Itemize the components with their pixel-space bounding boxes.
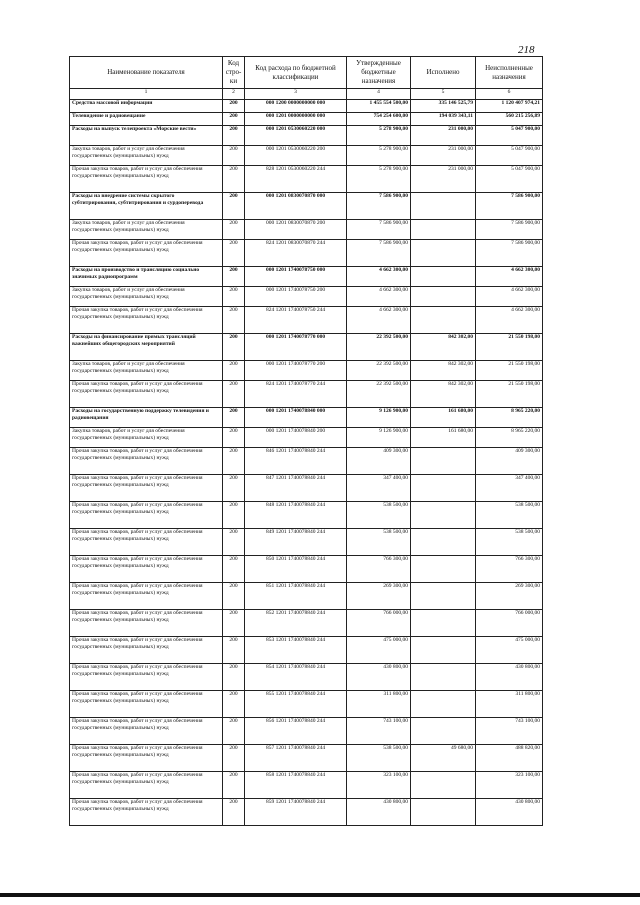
table-row bbox=[70, 502, 543, 529]
row-approved: 9 126 900,00 bbox=[347, 428, 411, 448]
row-name: Прочая закупка товаров, работ и услуг для обеспечения государственных (муниципальных) нужд bbox=[70, 610, 223, 637]
row-executed bbox=[411, 240, 476, 267]
table-row bbox=[70, 100, 543, 113]
row-kbk: 824 1201 0830070870 244 bbox=[245, 240, 347, 267]
column-number: 5 bbox=[411, 89, 476, 100]
row-kbk: 856 1201 1740078840 244 bbox=[245, 718, 347, 745]
table-row bbox=[70, 267, 543, 287]
row-kbk: 852 1201 1740078840 244 bbox=[245, 610, 347, 637]
table-row bbox=[70, 691, 543, 718]
row-unexecuted: 743 100,00 bbox=[476, 718, 543, 745]
table-row bbox=[70, 448, 543, 475]
row-code: 200 bbox=[223, 113, 245, 126]
row-unexecuted: 430 800,00 bbox=[476, 664, 543, 691]
row-approved: 9 126 900,00 bbox=[347, 408, 411, 428]
table-row bbox=[70, 146, 543, 166]
row-code: 200 bbox=[223, 556, 245, 583]
row-kbk: 824 1201 1740078770 244 bbox=[245, 381, 347, 408]
row-executed: 842 302,00 bbox=[411, 361, 476, 381]
row-unexecuted: 4 662 300,00 bbox=[476, 267, 543, 287]
row-executed: 842 302,00 bbox=[411, 334, 476, 361]
table-row bbox=[70, 193, 543, 220]
row-name: Прочая закупка товаров, работ и услуг для обеспечения государственных (муниципальных) нужд bbox=[70, 166, 223, 193]
table-row bbox=[70, 381, 543, 408]
row-approved: 269 300,00 bbox=[347, 583, 411, 610]
row-unexecuted: 409 300,00 bbox=[476, 448, 543, 475]
row-kbk: 000 1201 1740078840 200 bbox=[245, 428, 347, 448]
row-unexecuted: 8 965 220,00 bbox=[476, 428, 543, 448]
row-code: 200 bbox=[223, 448, 245, 475]
row-kbk: 000 1201 1740078770 200 bbox=[245, 361, 347, 381]
row-kbk: 859 1201 1740078840 244 bbox=[245, 799, 347, 826]
row-unexecuted: 766 300,00 bbox=[476, 556, 543, 583]
table-row bbox=[70, 428, 543, 448]
row-executed: 161 680,00 bbox=[411, 428, 476, 448]
row-approved: 754 254 600,00 bbox=[347, 113, 411, 126]
row-kbk: 000 1201 1740078750 000 bbox=[245, 267, 347, 287]
row-name: Закупка товаров, работ и услуг для обеспечения государственных (муниципальных) нужд bbox=[70, 361, 223, 381]
table-row bbox=[70, 126, 543, 146]
row-code: 200 bbox=[223, 637, 245, 664]
row-kbk: 851 1201 1740078840 244 bbox=[245, 583, 347, 610]
row-kbk: 000 1201 0530060220 200 bbox=[245, 146, 347, 166]
row-approved: 4 662 300,00 bbox=[347, 307, 411, 334]
row-code: 200 bbox=[223, 100, 245, 113]
header-unexecuted: Неисполненные назначения bbox=[476, 57, 543, 89]
row-name: Прочая закупка товаров, работ и услуг для обеспечения государственных (муниципальных) нужд bbox=[70, 691, 223, 718]
table-row bbox=[70, 610, 543, 637]
table-row bbox=[70, 408, 543, 428]
row-approved: 538 500,00 bbox=[347, 529, 411, 556]
row-unexecuted: 1 120 407 974,21 bbox=[476, 100, 543, 113]
row-executed bbox=[411, 448, 476, 475]
row-name: Прочая закупка товаров, работ и услуг для обеспечения государственных (муниципальных) нужд bbox=[70, 799, 223, 826]
row-code: 200 bbox=[223, 307, 245, 334]
row-name: Закупка товаров, работ и услуг для обеспечения государственных (муниципальных) нужд bbox=[70, 287, 223, 307]
row-name: Прочая закупка товаров, работ и услуг для обеспечения государственных (муниципальных) нужд bbox=[70, 448, 223, 475]
row-unexecuted: 560 215 256,89 bbox=[476, 113, 543, 126]
row-approved: 311 800,00 bbox=[347, 691, 411, 718]
row-code: 200 bbox=[223, 408, 245, 428]
row-name: Расходы на внедрение системы скрытого субтитрирования, субтитрирования и сурдоперевода bbox=[70, 193, 223, 220]
row-kbk: 846 1201 1740078840 244 bbox=[245, 448, 347, 475]
row-unexecuted: 21 550 198,00 bbox=[476, 361, 543, 381]
row-executed: 842 302,00 bbox=[411, 381, 476, 408]
row-executed bbox=[411, 220, 476, 240]
row-code: 200 bbox=[223, 691, 245, 718]
row-name: Прочая закупка товаров, работ и услуг для обеспечения государственных (муниципальных) нужд bbox=[70, 381, 223, 408]
row-code: 200 bbox=[223, 361, 245, 381]
row-approved: 7 586 900,00 bbox=[347, 240, 411, 267]
row-approved: 22 392 500,00 bbox=[347, 361, 411, 381]
row-approved: 323 100,00 bbox=[347, 772, 411, 799]
row-code: 200 bbox=[223, 220, 245, 240]
row-name: Прочая закупка товаров, работ и услуг для обеспечения государственных (муниципальных) нужд bbox=[70, 637, 223, 664]
row-unexecuted: 323 100,00 bbox=[476, 772, 543, 799]
row-executed bbox=[411, 287, 476, 307]
bottom-scan-border bbox=[0, 893, 640, 897]
row-code: 200 bbox=[223, 240, 245, 267]
row-unexecuted: 4 662 300,00 bbox=[476, 307, 543, 334]
row-code: 200 bbox=[223, 126, 245, 146]
row-approved: 4 662 300,00 bbox=[347, 287, 411, 307]
row-approved: 430 800,00 bbox=[347, 799, 411, 826]
column-number: 2 bbox=[223, 89, 245, 100]
table-row bbox=[70, 664, 543, 691]
row-unexecuted: 475 000,00 bbox=[476, 637, 543, 664]
row-unexecuted: 4 662 300,00 bbox=[476, 287, 543, 307]
row-unexecuted: 21 550 198,00 bbox=[476, 381, 543, 408]
header-kbk: Код расхода по бюджетной классификации bbox=[245, 57, 347, 89]
row-unexecuted: 538 500,00 bbox=[476, 529, 543, 556]
row-approved: 7 586 900,00 bbox=[347, 193, 411, 220]
column-number: 6 bbox=[476, 89, 543, 100]
row-executed bbox=[411, 772, 476, 799]
row-kbk: 000 1200 0000000000 000 bbox=[245, 100, 347, 113]
row-code: 200 bbox=[223, 267, 245, 287]
row-kbk: 000 1201 0530060220 000 bbox=[245, 126, 347, 146]
row-approved: 766 000,00 bbox=[347, 610, 411, 637]
row-approved: 4 662 300,00 bbox=[347, 267, 411, 287]
row-code: 200 bbox=[223, 799, 245, 826]
row-code: 200 bbox=[223, 664, 245, 691]
row-executed bbox=[411, 799, 476, 826]
row-name: Прочая закупка товаров, работ и услуг для обеспечения государственных (муниципальных) нужд bbox=[70, 529, 223, 556]
header-executed: Исполнено bbox=[411, 57, 476, 89]
table-row bbox=[70, 240, 543, 267]
table-row bbox=[70, 475, 543, 502]
row-code: 200 bbox=[223, 529, 245, 556]
row-executed: 161 680,00 bbox=[411, 408, 476, 428]
row-name: Закупка товаров, работ и услуг для обеспечения государственных (муниципальных) нужд bbox=[70, 220, 223, 240]
row-executed bbox=[411, 691, 476, 718]
row-kbk: 828 1201 0530060220 244 bbox=[245, 166, 347, 193]
table-row bbox=[70, 287, 543, 307]
table-row bbox=[70, 745, 543, 772]
row-name: Прочая закупка товаров, работ и услуг для обеспечения государственных (муниципальных) нужд bbox=[70, 664, 223, 691]
row-unexecuted: 8 965 220,00 bbox=[476, 408, 543, 428]
row-executed: 194 039 343,11 bbox=[411, 113, 476, 126]
row-code: 200 bbox=[223, 502, 245, 529]
row-executed bbox=[411, 610, 476, 637]
row-unexecuted: 7 586 900,00 bbox=[476, 193, 543, 220]
row-code: 200 bbox=[223, 745, 245, 772]
row-unexecuted: 5 047 900,00 bbox=[476, 126, 543, 146]
row-executed bbox=[411, 193, 476, 220]
row-name: Прочая закупка товаров, работ и услуг для обеспечения государственных (муниципальных) нужд bbox=[70, 307, 223, 334]
table-row bbox=[70, 583, 543, 610]
table-row bbox=[70, 556, 543, 583]
row-approved: 22 392 500,00 bbox=[347, 334, 411, 361]
row-code: 200 bbox=[223, 334, 245, 361]
row-approved: 430 800,00 bbox=[347, 664, 411, 691]
row-kbk: 849 1201 1740078840 244 bbox=[245, 529, 347, 556]
row-code: 200 bbox=[223, 772, 245, 799]
budget-execution-table bbox=[69, 56, 543, 826]
row-approved: 475 000,00 bbox=[347, 637, 411, 664]
row-name: Прочая закупка товаров, работ и услуг для обеспечения государственных (муниципальных) нужд bbox=[70, 718, 223, 745]
row-approved: 5 278 900,00 bbox=[347, 126, 411, 146]
row-approved: 347 400,00 bbox=[347, 475, 411, 502]
row-kbk: 000 1201 0830070870 000 bbox=[245, 193, 347, 220]
table-row bbox=[70, 307, 543, 334]
table-row bbox=[70, 718, 543, 745]
row-unexecuted: 5 047 900,00 bbox=[476, 146, 543, 166]
row-approved: 7 586 900,00 bbox=[347, 220, 411, 240]
row-kbk: 848 1201 1740078840 244 bbox=[245, 502, 347, 529]
row-unexecuted: 269 300,00 bbox=[476, 583, 543, 610]
row-executed: 49 680,00 bbox=[411, 745, 476, 772]
table-row bbox=[70, 361, 543, 381]
row-kbk: 858 1201 1740078840 244 bbox=[245, 772, 347, 799]
row-kbk: 850 1201 1740078840 244 bbox=[245, 556, 347, 583]
row-approved: 409 300,00 bbox=[347, 448, 411, 475]
row-unexecuted: 766 000,00 bbox=[476, 610, 543, 637]
row-executed bbox=[411, 475, 476, 502]
row-kbk: 824 1201 1740078750 244 bbox=[245, 307, 347, 334]
row-name: Средства массовой информации bbox=[70, 100, 223, 113]
row-kbk: 000 1201 1740078770 000 bbox=[245, 334, 347, 361]
row-executed: 231 000,00 bbox=[411, 146, 476, 166]
column-number: 4 bbox=[347, 89, 411, 100]
row-approved: 1 455 554 500,00 bbox=[347, 100, 411, 113]
row-name: Расходы на государственную поддержку телевидения и радиовещания bbox=[70, 408, 223, 428]
row-executed bbox=[411, 583, 476, 610]
row-executed bbox=[411, 637, 476, 664]
row-unexecuted: 311 800,00 bbox=[476, 691, 543, 718]
row-executed bbox=[411, 307, 476, 334]
row-executed bbox=[411, 664, 476, 691]
row-executed: 231 000,00 bbox=[411, 166, 476, 193]
row-code: 200 bbox=[223, 718, 245, 745]
table-row bbox=[70, 772, 543, 799]
row-unexecuted: 7 586 900,00 bbox=[476, 240, 543, 267]
row-unexecuted: 430 800,00 bbox=[476, 799, 543, 826]
header-approved: Утвержденные бюджетные назначения bbox=[347, 57, 411, 89]
table-row bbox=[70, 113, 543, 126]
row-executed: 231 000,00 bbox=[411, 126, 476, 146]
table-row bbox=[70, 166, 543, 193]
table-row bbox=[70, 799, 543, 826]
table-row bbox=[70, 637, 543, 664]
header-code: Код стро-ки bbox=[223, 57, 245, 89]
row-code: 200 bbox=[223, 475, 245, 502]
row-unexecuted: 7 586 900,00 bbox=[476, 220, 543, 240]
row-name: Прочая закупка товаров, работ и услуг для обеспечения государственных (муниципальных) нужд bbox=[70, 772, 223, 799]
row-code: 200 bbox=[223, 193, 245, 220]
row-unexecuted: 5 047 900,00 bbox=[476, 166, 543, 193]
row-approved: 538 500,00 bbox=[347, 745, 411, 772]
row-code: 200 bbox=[223, 146, 245, 166]
row-name: Прочая закупка товаров, работ и услуг для обеспечения государственных (муниципальных) нужд bbox=[70, 556, 223, 583]
row-name: Закупка товаров, работ и услуг для обеспечения государственных (муниципальных) нужд bbox=[70, 146, 223, 166]
table-row bbox=[70, 529, 543, 556]
row-executed bbox=[411, 718, 476, 745]
row-kbk: 000 1201 1740078840 000 bbox=[245, 408, 347, 428]
row-kbk: 000 1201 0000000000 000 bbox=[245, 113, 347, 126]
row-name: Расходы на выпуск телепроекта «Морские вести» bbox=[70, 126, 223, 146]
row-code: 200 bbox=[223, 610, 245, 637]
row-kbk: 000 1201 0830070870 200 bbox=[245, 220, 347, 240]
row-code: 200 bbox=[223, 583, 245, 610]
column-number: 3 bbox=[245, 89, 347, 100]
row-kbk: 000 1201 1740078750 200 bbox=[245, 287, 347, 307]
row-executed bbox=[411, 556, 476, 583]
table-row bbox=[70, 220, 543, 240]
row-unexecuted: 488 820,00 bbox=[476, 745, 543, 772]
row-executed bbox=[411, 529, 476, 556]
row-kbk: 854 1201 1740078840 244 bbox=[245, 664, 347, 691]
row-name: Телевидение и радиовещание bbox=[70, 113, 223, 126]
page-number: 218 bbox=[518, 44, 535, 56]
table-row bbox=[70, 334, 543, 361]
row-code: 200 bbox=[223, 166, 245, 193]
header-row bbox=[70, 57, 543, 89]
row-unexecuted: 347 400,00 bbox=[476, 475, 543, 502]
row-approved: 538 500,00 bbox=[347, 502, 411, 529]
row-kbk: 847 1201 1740078840 244 bbox=[245, 475, 347, 502]
row-name: Прочая закупка товаров, работ и услуг для обеспечения государственных (муниципальных) нужд bbox=[70, 240, 223, 267]
row-approved: 743 100,00 bbox=[347, 718, 411, 745]
column-number: 1 bbox=[70, 89, 223, 100]
header-name: Наименование показателя bbox=[70, 57, 223, 89]
row-name: Прочая закупка товаров, работ и услуг для обеспечения государственных (муниципальных) нужд bbox=[70, 502, 223, 529]
row-kbk: 853 1201 1740078840 244 bbox=[245, 637, 347, 664]
row-name: Расходы на производство и трансляцию социально значимых радиопрограмм bbox=[70, 267, 223, 287]
row-name: Прочая закупка товаров, работ и услуг для обеспечения государственных (муниципальных) нужд bbox=[70, 475, 223, 502]
row-approved: 766 300,00 bbox=[347, 556, 411, 583]
row-unexecuted: 538 500,00 bbox=[476, 502, 543, 529]
row-code: 200 bbox=[223, 287, 245, 307]
row-kbk: 855 1201 1740078840 244 bbox=[245, 691, 347, 718]
row-code: 200 bbox=[223, 428, 245, 448]
row-executed bbox=[411, 267, 476, 287]
column-number-row bbox=[70, 89, 543, 100]
row-kbk: 857 1201 1740078840 244 bbox=[245, 745, 347, 772]
row-approved: 5 278 900,00 bbox=[347, 166, 411, 193]
row-name: Расходы на финансирование прямых трансляций важнейших общегородских мероприятий bbox=[70, 334, 223, 361]
row-executed: 335 146 525,79 bbox=[411, 100, 476, 113]
row-name: Закупка товаров, работ и услуг для обеспечения государственных (муниципальных) нужд bbox=[70, 428, 223, 448]
table-body bbox=[70, 100, 543, 826]
row-code: 200 bbox=[223, 381, 245, 408]
row-approved: 5 278 900,00 bbox=[347, 146, 411, 166]
row-name: Прочая закупка товаров, работ и услуг для обеспечения государственных (муниципальных) нужд bbox=[70, 583, 223, 610]
row-executed bbox=[411, 502, 476, 529]
row-approved: 22 392 500,00 bbox=[347, 381, 411, 408]
row-unexecuted: 21 550 198,00 bbox=[476, 334, 543, 361]
row-name: Прочая закупка товаров, работ и услуг для обеспечения государственных (муниципальных) нужд bbox=[70, 745, 223, 772]
